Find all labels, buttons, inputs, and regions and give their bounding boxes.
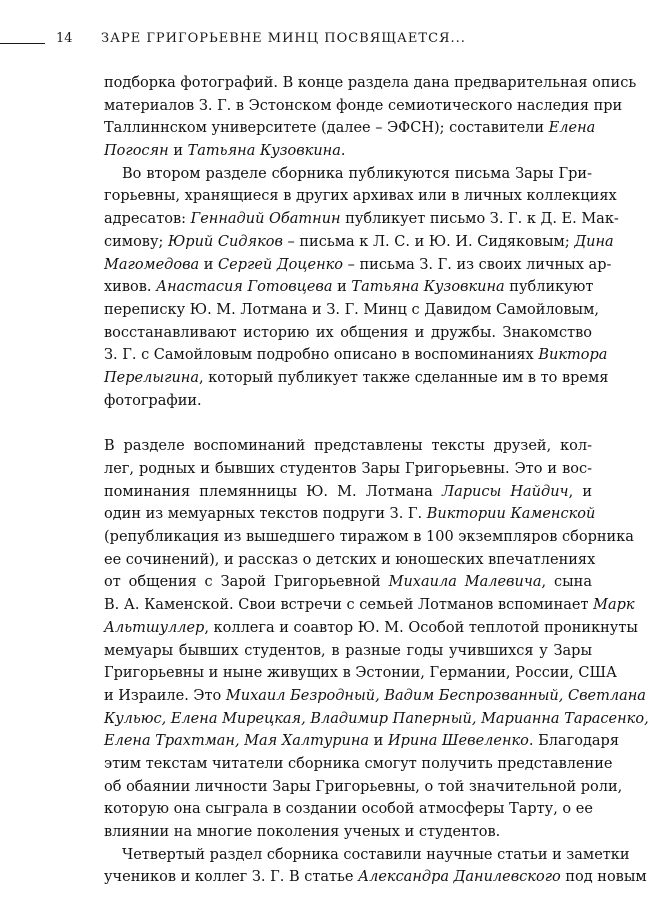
text-segment: адресатов: <box>104 211 191 228</box>
text-line <box>104 208 619 231</box>
italic-name: Александра Данилевского <box>358 869 561 886</box>
italic-name: Ирина Шевеленко <box>387 733 529 750</box>
text-line <box>104 95 623 118</box>
text-line <box>104 390 592 413</box>
text-segment: Таллиннском университете (далее – ЭФСН); составители <box>104 120 549 137</box>
text-segment: которую она сыграла в создании особой атмосферы Тарту, о ее <box>104 801 593 818</box>
page-header <box>0 26 672 56</box>
italic-name: Татьяна Кузовкина <box>187 143 341 160</box>
text-line <box>104 481 592 504</box>
italic-name: Елена Трахтман, Мая Халтурина <box>104 733 370 750</box>
text-line <box>104 549 596 572</box>
text-segment: подборка фотографий. В конце раздела дана предварительная опись <box>104 75 637 91</box>
text-line <box>104 276 592 299</box>
paragraph-gap <box>104 412 592 435</box>
text-segment: Григорьевны и ныне живущих в Эстонии, Германии, России, США <box>104 665 618 682</box>
text-line <box>104 617 638 640</box>
text-segment: , и <box>568 483 592 500</box>
italic-name: Альтшуллер <box>104 619 205 636</box>
text-segment: этим текстам читатели сборника смогут получить представление <box>104 755 613 772</box>
text-line <box>104 594 635 617</box>
text-line <box>104 254 612 277</box>
italic-name: Дина <box>574 233 614 250</box>
text-line <box>104 117 596 140</box>
text-segment: Во втором разделе сборника публикуются письма Зары Гри- <box>122 165 592 182</box>
text-segment: фотографии. <box>104 392 202 409</box>
text-segment: , сына <box>541 574 592 591</box>
text-line <box>104 866 647 889</box>
text-segment: симову; <box>104 233 168 250</box>
italic-name: Татьяна Кузовкина <box>351 279 505 296</box>
running-head: ЗАРЕ ГРИГОРЬЕВНЕ МИНЦ ПОСВЯЩАЕТСЯ... <box>101 31 466 46</box>
text-segment: публикуют <box>504 279 594 296</box>
text-line <box>104 821 592 844</box>
text-line <box>104 322 592 345</box>
text-segment: влиянии на многие поколения ученых и студентов. <box>104 824 501 840</box>
text-segment: от общения с Зарой Григорьевной <box>104 574 389 591</box>
text-line <box>104 163 592 186</box>
text-segment: и <box>332 279 352 296</box>
italic-name: Михаила Малевича <box>388 574 542 591</box>
text-segment: и Израиле. Это <box>104 687 226 704</box>
italic-name: Юрий Сидяков <box>167 233 283 250</box>
text-line <box>104 640 592 663</box>
italic-name: Кульюс, Елена Мирецкая, Владимир Паперный, Марианна Тарасенко, <box>104 710 649 727</box>
text-segment: , коллега и соавтор Ю. М. Особой теплотой проникнуты <box>204 619 638 636</box>
text-segment: хивов. <box>104 279 157 296</box>
text-line <box>104 299 599 322</box>
italic-name: Виктора <box>538 347 608 364</box>
italic-name: Ларисы Найдич <box>441 483 569 500</box>
text-line <box>104 458 592 481</box>
text-segment: В разделе воспоминаний представлены тексты друзей, кол- <box>104 438 592 455</box>
italic-name: Магомедова <box>104 256 200 273</box>
text-line <box>104 571 592 594</box>
italic-name: Перелыгина <box>104 369 199 386</box>
text-line <box>104 730 619 753</box>
text-line <box>104 526 634 549</box>
text-segment: один из мемуарных текстов подруги З. Г. <box>104 506 427 523</box>
text-segment: восстанавливают историю их общения и дружбы. Знакомство <box>104 324 592 341</box>
body-text <box>104 72 649 889</box>
text-line <box>104 435 592 458</box>
text-segment: . <box>340 143 346 160</box>
text-segment: (републикация из вышедшего тиражом в 100 экземпляров сборника <box>104 529 634 546</box>
text-segment: поминания племянницы Ю. М. Лотмана <box>104 483 442 500</box>
text-line <box>104 140 592 163</box>
text-line <box>104 72 637 95</box>
text-segment: лег, родных и бывших студентов Зары Григорьевны. Это и вос- <box>104 461 592 477</box>
italic-name: Анастасия Готовцева <box>156 279 333 296</box>
text-line <box>104 367 609 390</box>
text-segment: , который публикует также сделанные им в то время <box>199 369 609 386</box>
text-segment: горьевны, хранящиеся в других архивах или в личных коллекциях <box>104 188 617 205</box>
text-line <box>104 231 614 254</box>
italic-name: Виктории Каменской <box>426 506 596 523</box>
text-segment: мемуары бывших студентов, в разные годы учившихся у Зары <box>104 642 592 659</box>
text-segment: – письма З. Г. из своих личных ар- <box>343 256 612 273</box>
text-line <box>104 344 608 367</box>
page-number: 14 <box>56 31 73 46</box>
text-segment: З. Г. с Самойловым подробно описано в воспоминаниях <box>104 347 539 364</box>
text-segment: Четвертый раздел сборника составили научные статьи и заметки <box>122 846 630 863</box>
text-segment: учеников и коллег З. Г. В статье <box>104 869 359 886</box>
text-line <box>104 798 592 821</box>
italic-name: Сергей Доценко <box>218 256 344 273</box>
text-segment: . Благодаря <box>528 733 619 750</box>
text-segment: под новым <box>560 869 647 886</box>
header-rule <box>0 43 45 44</box>
italic-name: Погосян <box>104 143 169 160</box>
text-line <box>104 776 623 799</box>
text-segment: В. А. Каменской. Свои встречи с семьей Лотманов вспоминает <box>104 597 594 614</box>
text-segment: об обаянии личности Зары Григорьевны, о той значительной роли, <box>104 778 623 795</box>
text-line <box>104 503 596 526</box>
text-line <box>104 662 618 685</box>
text-segment: и <box>369 733 388 750</box>
text-segment: переписку Ю. М. Лотмана и З. Г. Минц с Давидом Самойловым, <box>104 301 599 318</box>
italic-name: Марк <box>593 597 635 614</box>
text-line <box>104 708 649 731</box>
italic-name: Елена <box>548 120 596 137</box>
text-segment: и <box>168 143 188 160</box>
text-line <box>104 753 613 776</box>
text-segment: публикует письмо З. Г. к Д. Е. Мак- <box>340 211 619 228</box>
text-segment: материалов З. Г. в Эстонском фонде семиотического наследия при <box>104 97 623 114</box>
italic-name: Геннадий Обатнин <box>190 211 341 228</box>
text-segment: – письма к Л. С. и Ю. И. Сидяковым; <box>282 233 575 250</box>
text-line <box>104 685 646 708</box>
text-segment: ее сочинений), и рассказ о детских и юношеских впечатлениях <box>104 551 596 568</box>
text-line <box>104 844 630 867</box>
italic-name: Михаил Безродный, Вадим Беспрозванный, Светлана <box>225 687 646 704</box>
text-segment: и <box>199 256 219 273</box>
text-line <box>104 185 617 208</box>
